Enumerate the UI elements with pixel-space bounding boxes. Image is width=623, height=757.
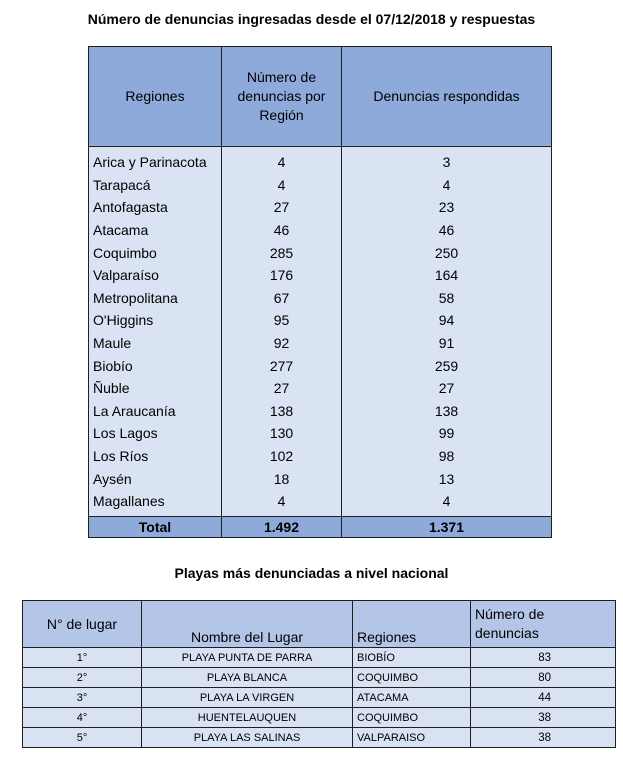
complaints-cell: 4 bbox=[222, 147, 342, 174]
table-row bbox=[89, 287, 552, 310]
table-row bbox=[89, 445, 552, 468]
region-cell: ATACAMA bbox=[353, 688, 471, 708]
place-rank-cell: 2° bbox=[23, 668, 142, 688]
table-row bbox=[89, 332, 552, 355]
header-regions: Regiones bbox=[353, 601, 471, 648]
complaints-cell: 277 bbox=[222, 354, 342, 377]
region-cell: Maule bbox=[89, 332, 222, 355]
complaints-cell: 18 bbox=[222, 467, 342, 490]
table-row bbox=[89, 490, 552, 516]
region-cell: Ñuble bbox=[89, 377, 222, 400]
complaint-count-cell: 83 bbox=[471, 648, 616, 668]
region-cell: Los Lagos bbox=[89, 422, 222, 445]
complaints-cell: 102 bbox=[222, 445, 342, 468]
complaints-cell: 46 bbox=[222, 219, 342, 242]
table-row bbox=[89, 241, 552, 264]
table-row bbox=[23, 668, 616, 688]
table-row bbox=[23, 648, 616, 668]
complaints-by-region-table bbox=[88, 46, 552, 538]
total-label: Total bbox=[89, 516, 222, 537]
region-cell: Metropolitana bbox=[89, 287, 222, 310]
table-row bbox=[89, 422, 552, 445]
region-cell: Arica y Parinacota bbox=[89, 147, 222, 174]
answered-cell: 138 bbox=[342, 400, 552, 423]
complaint-count-cell: 44 bbox=[471, 688, 616, 708]
complaints-cell: 176 bbox=[222, 264, 342, 287]
answered-cell: 250 bbox=[342, 241, 552, 264]
header-answered-complaints: Denuncias respondidas bbox=[342, 47, 552, 147]
total-answered: 1.371 bbox=[342, 516, 552, 537]
header-complaints-per-region: Número de denuncias por Región bbox=[222, 47, 342, 147]
region-cell: BIOBÍO bbox=[353, 648, 471, 668]
place-rank-cell: 5° bbox=[23, 728, 142, 748]
table-row bbox=[89, 174, 552, 197]
table-row bbox=[89, 147, 552, 174]
place-name-cell: PLAYA BLANCA bbox=[142, 668, 353, 688]
table-row bbox=[89, 264, 552, 287]
header-complaint-count: Número de denuncias bbox=[471, 601, 616, 648]
header-place-name: Nombre del Lugar bbox=[142, 601, 353, 648]
region-cell: Valparaíso bbox=[89, 264, 222, 287]
place-name-cell: HUENTELAUQUEN bbox=[142, 708, 353, 728]
beaches-table-title: Playas más denunciadas a nivel nacional bbox=[174, 565, 449, 581]
answered-cell: 3 bbox=[342, 147, 552, 174]
table-header-row bbox=[23, 601, 616, 648]
table-row bbox=[89, 400, 552, 423]
answered-cell: 13 bbox=[342, 467, 552, 490]
answered-cell: 46 bbox=[342, 219, 552, 242]
complaint-count-cell: 80 bbox=[471, 668, 616, 688]
table-header-row bbox=[89, 47, 552, 147]
most-reported-beaches-table bbox=[22, 600, 616, 748]
table-row bbox=[89, 354, 552, 377]
place-name-cell: PLAYA LA VIRGEN bbox=[142, 688, 353, 708]
answered-cell: 4 bbox=[342, 174, 552, 197]
region-cell: Coquimbo bbox=[89, 241, 222, 264]
complaints-cell: 27 bbox=[222, 377, 342, 400]
region-cell: Los Ríos bbox=[89, 445, 222, 468]
answered-cell: 91 bbox=[342, 332, 552, 355]
place-name-cell: PLAYA LAS SALINAS bbox=[142, 728, 353, 748]
complaint-count-cell: 38 bbox=[471, 728, 616, 748]
place-rank-cell: 3° bbox=[23, 688, 142, 708]
table-row bbox=[89, 196, 552, 219]
region-cell: Tarapacá bbox=[89, 174, 222, 197]
table-row bbox=[89, 467, 552, 490]
table-row bbox=[89, 309, 552, 332]
header-regions: Regiones bbox=[89, 47, 222, 147]
region-cell: COQUIMBO bbox=[353, 668, 471, 688]
table-row bbox=[23, 708, 616, 728]
answered-cell: 4 bbox=[342, 490, 552, 516]
answered-cell: 58 bbox=[342, 287, 552, 310]
complaints-cell: 4 bbox=[222, 174, 342, 197]
region-cell: VALPARAISO bbox=[353, 728, 471, 748]
answered-cell: 98 bbox=[342, 445, 552, 468]
region-cell: Magallanes bbox=[89, 490, 222, 516]
complaints-cell: 92 bbox=[222, 332, 342, 355]
complaints-cell: 95 bbox=[222, 309, 342, 332]
answered-cell: 94 bbox=[342, 309, 552, 332]
header-place-number: N° de lugar bbox=[23, 601, 142, 648]
complaints-cell: 138 bbox=[222, 400, 342, 423]
total-row bbox=[89, 516, 552, 537]
answered-cell: 23 bbox=[342, 196, 552, 219]
region-cell: COQUIMBO bbox=[353, 708, 471, 728]
answered-cell: 164 bbox=[342, 264, 552, 287]
table-row bbox=[23, 728, 616, 748]
place-rank-cell: 4° bbox=[23, 708, 142, 728]
answered-cell: 27 bbox=[342, 377, 552, 400]
answered-cell: 99 bbox=[342, 422, 552, 445]
region-cell: Aysén bbox=[89, 467, 222, 490]
complaints-cell: 130 bbox=[222, 422, 342, 445]
answered-cell: 259 bbox=[342, 354, 552, 377]
place-name-cell: PLAYA PUNTA DE PARRA bbox=[142, 648, 353, 668]
complaints-cell: 27 bbox=[222, 196, 342, 219]
region-cell: Biobío bbox=[89, 354, 222, 377]
region-cell: Atacama bbox=[89, 219, 222, 242]
table-row bbox=[89, 219, 552, 242]
total-complaints: 1.492 bbox=[222, 516, 342, 537]
complaints-cell: 285 bbox=[222, 241, 342, 264]
region-cell: Antofagasta bbox=[89, 196, 222, 219]
complaint-count-cell: 38 bbox=[471, 708, 616, 728]
region-cell: O'Higgins bbox=[89, 309, 222, 332]
complaints-cell: 67 bbox=[222, 287, 342, 310]
table-row bbox=[23, 688, 616, 708]
complaints-cell: 4 bbox=[222, 490, 342, 516]
complaints-table-title: Número de denuncias ingresadas desde el 07/12/2018 y respuestas bbox=[87, 11, 536, 27]
table-row bbox=[89, 377, 552, 400]
region-cell: La Araucanía bbox=[89, 400, 222, 423]
place-rank-cell: 1° bbox=[23, 648, 142, 668]
